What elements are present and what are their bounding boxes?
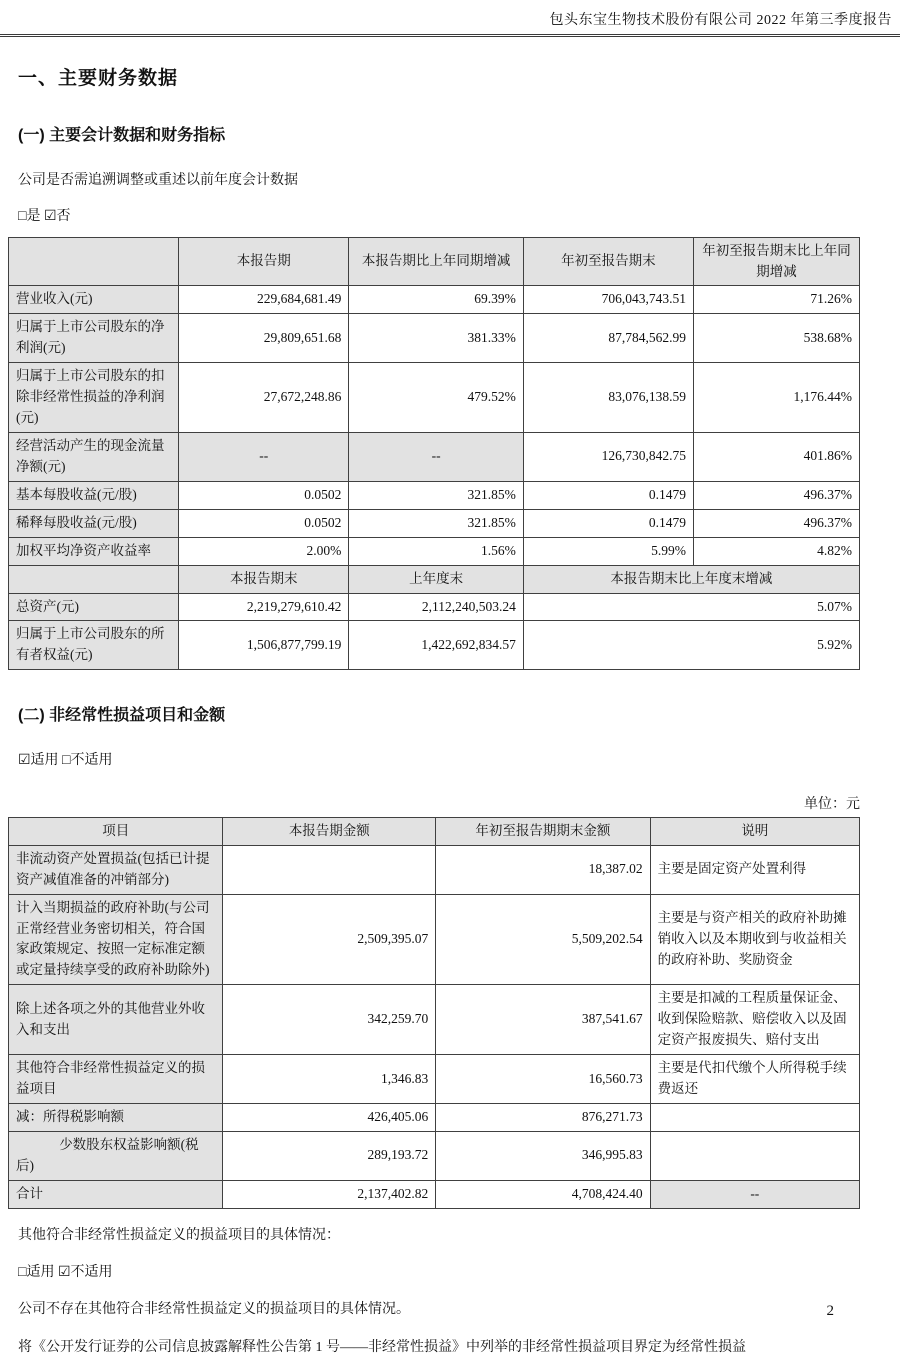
note-cell: 主要是代扣代缴个人所得税手续费返还	[650, 1055, 859, 1104]
column-header: 说明	[650, 817, 859, 845]
subsection-title-key-accounting-data: (一) 主要会计数据和财务指标	[18, 127, 226, 144]
value-cell: 69.39%	[349, 286, 523, 314]
section-title-main-financial-data: 一、主要财务数据	[18, 68, 179, 89]
note-cell: 主要是扣减的工程质量保证金、收到保险赔款、赔偿收入以及固定资产报废损失、赔付支出	[650, 985, 859, 1055]
row-label-cell: 少数股东权益影响额(税后)	[9, 1131, 223, 1180]
note-cell: --	[650, 1180, 859, 1208]
value-cell: 0.1479	[523, 481, 693, 509]
value-cell: --	[349, 432, 523, 481]
value-cell: 2,509,395.07	[223, 894, 436, 985]
table-row	[9, 621, 860, 670]
other-items-detail-heading: 其他符合非经常性损益定义的损益项目的具体情况：	[18, 1227, 340, 1243]
note-cell: 主要是固定资产处置利得	[650, 845, 859, 894]
row-label-cell: 总资产(元)	[9, 593, 179, 621]
table-row	[9, 985, 860, 1055]
row-label-cell: 归属于上市公司股东的扣除非经常性损益的净利润(元)	[9, 363, 179, 433]
value-cell: 1.56%	[349, 537, 523, 565]
table-row	[9, 845, 860, 894]
value-cell: 29,809,651.68	[179, 314, 349, 363]
table-row	[9, 1131, 860, 1180]
row-label-cell: 归属于上市公司股东的净利润(元)	[9, 314, 179, 363]
value-cell: 229,684,681.49	[179, 286, 349, 314]
value-cell: 342,259.70	[223, 985, 436, 1055]
value-cell: 1,176.44%	[694, 363, 860, 433]
value-cell: 2.00%	[179, 537, 349, 565]
value-cell: 18,387.02	[436, 845, 650, 894]
value-cell: 706,043,743.51	[523, 286, 693, 314]
applicable-checkbox-line: ☑适用 □不适用	[18, 753, 113, 769]
table-row	[9, 593, 860, 621]
value-cell: 1,506,877,799.19	[179, 621, 349, 670]
value-cell	[223, 845, 436, 894]
table-row	[9, 363, 860, 433]
value-cell: 0.0502	[179, 509, 349, 537]
value-cell: 2,112,240,503.24	[349, 593, 523, 621]
value-cell: 5.99%	[523, 537, 693, 565]
page-content	[0, 63, 900, 1358]
value-cell: 496.37%	[694, 509, 860, 537]
other-items-checkbox-line: □适用 ☑不适用	[18, 1264, 113, 1280]
value-cell: 321.85%	[349, 509, 523, 537]
column-header: 年初至报告期期末金额	[436, 817, 650, 845]
value-cell: 426,405.06	[223, 1103, 436, 1131]
value-cell: 5.92%	[523, 621, 859, 670]
table-subheader-row	[9, 565, 860, 593]
restate-question: 公司是否需追溯调整或重述以前年度会计数据	[18, 173, 298, 188]
value-cell: 2,137,402.82	[223, 1180, 436, 1208]
table-row	[9, 314, 860, 363]
table-row	[9, 432, 860, 481]
table-row	[9, 481, 860, 509]
table-header-row	[9, 817, 860, 845]
column-header: 本报告期比上年同期增减	[349, 237, 523, 286]
row-label-cell: 经营活动产生的现金流量净额(元)	[9, 432, 179, 481]
column-header: 本报告期末比上年度末增减	[523, 565, 859, 593]
value-cell: 387,541.67	[436, 985, 650, 1055]
row-label-cell: 营业收入(元)	[9, 286, 179, 314]
value-cell: 496.37%	[694, 481, 860, 509]
column-header: 年初至报告期末	[523, 237, 693, 286]
subsection-title-non-recurring-items: (二) 非经常性损益项目和金额	[18, 707, 226, 725]
row-label-cell: 稀释每股收益(元/股)	[9, 509, 179, 537]
column-header: 年初至报告期末比上年同期增减	[694, 237, 860, 286]
no-other-items-statement: 公司不存在其他符合非经常性损益定义的损益项目的具体情况。	[18, 1302, 410, 1318]
column-header: 本报告期金额	[223, 817, 436, 845]
value-cell: 5,509,202.54	[436, 894, 650, 985]
note-cell	[650, 1131, 859, 1180]
value-cell: 479.52%	[349, 363, 523, 433]
key-financials-table	[8, 237, 860, 671]
row-label-cell: 合计	[9, 1180, 223, 1208]
value-cell: 5.07%	[523, 593, 859, 621]
table-header-row	[9, 237, 860, 286]
row-label-cell: 除上述各项之外的其他营业外收入和支出	[9, 985, 223, 1055]
non-recurring-items-table	[8, 817, 860, 1209]
row-label-cell: 非流动资产处置损益(包括已计提资产减值准备的冲销部分)	[9, 845, 223, 894]
row-label-cell: 其他符合非经常性损益定义的损益项目	[9, 1055, 223, 1104]
value-cell: 83,076,138.59	[523, 363, 693, 433]
column-header: 项目	[9, 817, 223, 845]
value-cell: 87,784,562.99	[523, 314, 693, 363]
table-row	[9, 1055, 860, 1104]
value-cell: 538.68%	[694, 314, 860, 363]
value-cell: 289,193.72	[223, 1131, 436, 1180]
value-cell: 4,708,424.40	[436, 1180, 650, 1208]
value-cell: 16,560.73	[436, 1055, 650, 1104]
table-row	[9, 1103, 860, 1131]
note-cell	[650, 1103, 859, 1131]
report-header: 包头东宝生物技术股份有限公司 2022 年第三季度报告	[0, 0, 900, 37]
row-label-cell: 计入当期损益的政府补助(与公司正常经营业务密切相关，符合国家政策规定、按照一定标准定额或定量持续享受的政府补助除外)	[9, 894, 223, 985]
value-cell: --	[179, 432, 349, 481]
column-header	[9, 237, 179, 286]
column-header: 本报告期	[179, 237, 349, 286]
value-cell: 27,672,248.86	[179, 363, 349, 433]
table-row	[9, 894, 860, 985]
value-cell: 71.26%	[694, 286, 860, 314]
value-cell: 0.0502	[179, 481, 349, 509]
table-row	[9, 509, 860, 537]
value-cell: 876,271.73	[436, 1103, 650, 1131]
value-cell: 4.82%	[694, 537, 860, 565]
column-header: 上年度末	[349, 565, 523, 593]
row-label-cell: 基本每股收益(元/股)	[9, 481, 179, 509]
table-row	[9, 286, 860, 314]
column-header	[9, 565, 179, 593]
recurring-definition-statement: 将《公开发行证券的公司信息披露解释性公告第 1 号——非经常性损益》中列举的非经常性损益项目界定为经常性损益	[18, 1339, 746, 1355]
table-total-row	[9, 1180, 860, 1208]
value-cell: 0.1479	[523, 509, 693, 537]
column-header: 本报告期末	[179, 565, 349, 593]
value-cell: 401.86%	[694, 432, 860, 481]
value-cell: 1,422,692,834.57	[349, 621, 523, 670]
row-label-cell: 加权平均净资产收益率	[9, 537, 179, 565]
table-row	[9, 537, 860, 565]
value-cell: 381.33%	[349, 314, 523, 363]
restate-checkbox-line: □是 ☑否	[18, 208, 71, 224]
unit-label: 单位：元	[804, 796, 860, 812]
value-cell: 126,730,842.75	[523, 432, 693, 481]
row-label-cell: 归属于上市公司股东的所有者权益(元)	[9, 621, 179, 670]
note-cell: 主要是与资产相关的政府补助摊销收入以及本期收到与收益相关的政府补助、奖励资金	[650, 894, 859, 985]
row-label-cell: 减：所得税影响额	[9, 1103, 223, 1131]
value-cell: 321.85%	[349, 481, 523, 509]
value-cell: 1,346.83	[223, 1055, 436, 1104]
value-cell: 346,995.83	[436, 1131, 650, 1180]
page-number: 2	[826, 1303, 834, 1319]
value-cell: 2,219,279,610.42	[179, 593, 349, 621]
